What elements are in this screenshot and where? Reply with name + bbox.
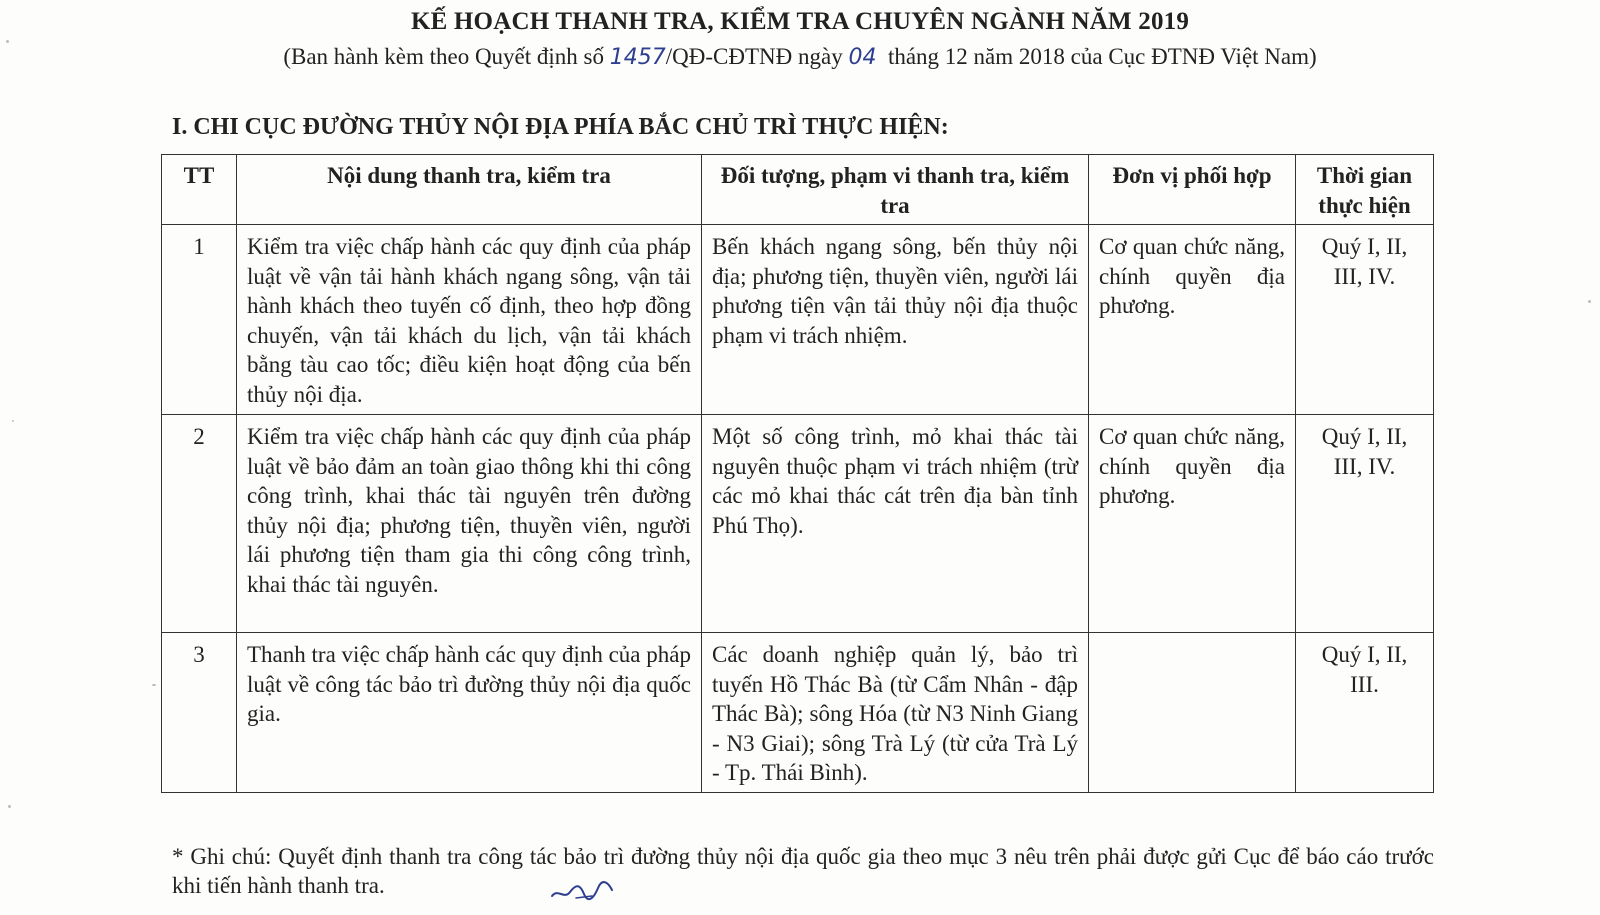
header-scope: Đối tượng, phạm vi thanh tra, kiểm tra bbox=[702, 155, 1089, 225]
scan-speck bbox=[8, 805, 11, 808]
document-title: KẾ HOẠCH THANH TRA, KIỂM TRA CHUYÊN NGÀNH NĂM 2019 bbox=[410, 8, 1190, 35]
scan-speck bbox=[1588, 300, 1591, 303]
row-time: Quý I, II, III, IV. bbox=[1296, 415, 1434, 633]
row-content: Kiểm tra việc chấp hành các quy định của pháp luật về bảo đảm an toàn giao thông khi thi công công trình, khai thác tài nguyên trên đường thủy nội địa; phương tiện, thuyền viên, người lái phương tiện tham gia thi công công trình, khai thác tài nguyên. bbox=[237, 415, 702, 633]
row-number: 3 bbox=[162, 633, 237, 793]
inspection-plan-table bbox=[161, 154, 1434, 793]
row-time: Quý I, II, III, IV. bbox=[1296, 225, 1434, 415]
scan-speck bbox=[12, 420, 14, 422]
row-unit: Cơ quan chức năng, chính quyền địa phương. bbox=[1089, 225, 1296, 415]
row-time: Quý I, II, III. bbox=[1296, 633, 1434, 793]
handwritten-day: 04 bbox=[848, 45, 877, 70]
subtitle-middle: /QĐ-CĐTNĐ ngày bbox=[665, 44, 843, 69]
scan-speck bbox=[6, 40, 9, 43]
scan-speck bbox=[152, 684, 156, 686]
section-heading: I. CHI CỤC ĐƯỜNG THỦY NỘI ĐỊA PHÍA BẮC CHỦ TRÌ THỰC HIỆN: bbox=[172, 114, 949, 140]
header-content: Nội dung thanh tra, kiểm tra bbox=[237, 155, 702, 225]
row-content: Kiểm tra việc chấp hành các quy định của pháp luật về vận tải hành khách ngang sông, vận tải hành khách theo tuyến cố định, theo hợp đồng chuyến, vận tải khách du lịch, vận tải khách bằng tàu cao tốc; điều kiện hoạt động của bến thủy nội địa. bbox=[237, 225, 702, 415]
row-number: 1 bbox=[162, 225, 237, 415]
header-time: Thời gian thực hiện bbox=[1296, 155, 1434, 225]
row-unit bbox=[1089, 633, 1296, 793]
table-row bbox=[162, 225, 1434, 415]
table-header-row bbox=[162, 155, 1434, 225]
initials-signature bbox=[548, 876, 618, 902]
table-row bbox=[162, 633, 1434, 793]
handwritten-decision-number: 1457 bbox=[609, 45, 666, 70]
table-row bbox=[162, 415, 1434, 633]
subtitle-prefix: (Ban hành kèm theo Quyết định số bbox=[283, 44, 604, 69]
header-tt: TT bbox=[162, 155, 237, 225]
footnote: * Ghi chú: Quyết định thanh tra công tác bảo trì đường thủy nội địa quốc gia theo mục 3 nêu trên phải được gửi Cục để báo cáo trước khi tiến hành thanh tra. bbox=[172, 844, 1434, 898]
subtitle-suffix: tháng 12 năm 2018 của Cục ĐTNĐ Việt Nam) bbox=[887, 44, 1317, 69]
row-scope: Các doanh nghiệp quản lý, bảo trì tuyến Hồ Thác Bà (từ Cẩm Nhân - đập Thác Bà); sông Hóa (từ N3 Ninh Giang - N3 Giai); sông Trà Lý (từ cửa Trà Lý - Tp. Thái Bình). bbox=[702, 633, 1089, 793]
row-content: Thanh tra việc chấp hành các quy định của pháp luật về công tác bảo trì đường thủy nội địa quốc gia. bbox=[237, 633, 702, 793]
header-unit: Đơn vị phối hợp bbox=[1089, 155, 1296, 225]
row-scope: Một số công trình, mỏ khai thác tài nguyên thuộc phạm vi trách nhiệm (trừ các mỏ khai thác cát trên địa bàn tỉnh Phú Thọ). bbox=[702, 415, 1089, 633]
document-subtitle bbox=[0, 44, 1600, 70]
row-number: 2 bbox=[162, 415, 237, 633]
row-scope: Bến khách ngang sông, bến thủy nội địa; phương tiện, thuyền viên, người lái phương tiện vận tải thủy nội địa thuộc phạm vi trách nhiệm. bbox=[702, 225, 1089, 415]
row-unit: Cơ quan chức năng, chính quyền địa phương. bbox=[1089, 415, 1296, 633]
